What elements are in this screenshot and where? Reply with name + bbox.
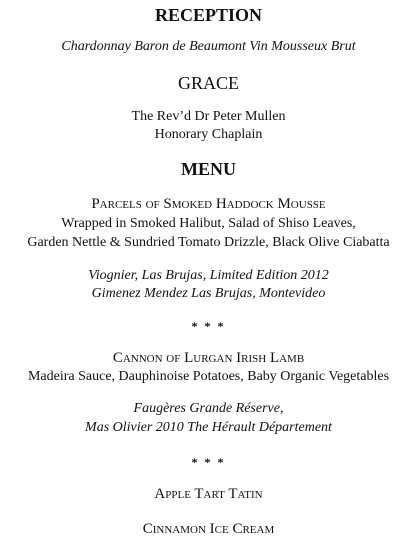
menu-heading: MENU (181, 159, 236, 179)
grace-heading: GRACE (177, 73, 239, 93)
course-separator: * * * (191, 455, 226, 469)
course-description-main: Madeira Sauce, Dauphinoise Potatoes, Baby Organic Vegetables (27, 369, 390, 384)
wine-pairing-starter-line2: Gimenez Mendez Las Brujas, Montevideo (91, 286, 326, 301)
wine-pairing-main-line2: Mas Olivier 2010 The Hérault Département (85, 420, 332, 435)
course-description-starter-line2: Garden Nettle & Sundried Tomato Drizzle, Black Olive Ciabatta (27, 235, 390, 250)
course-title-starter: Parcels of Smoked Haddock Mousse (91, 196, 326, 212)
course-title-ice-cream: Cinnamon Ice Cream (142, 521, 275, 537)
reception-heading: RECEPTION (154, 5, 262, 25)
course-title-dessert: Apple Tart Tatin (154, 486, 263, 502)
chaplain-name: The Rev’d Dr Peter Mullen (131, 109, 286, 124)
wine-pairing-main-line1: Faugères Grande Réserve, (133, 401, 284, 416)
course-title-main: Cannon of Lurgan Irish Lamb (112, 350, 305, 366)
course-separator: * * * (191, 319, 226, 333)
course-description-starter-line1: Wrapped in Smoked Halibut, Salad of Shiso Leaves, (61, 216, 356, 231)
chaplain-title: Honorary Chaplain (154, 127, 263, 142)
reception-wine: Chardonnay Baron de Beaumont Vin Mousseux Brut (61, 39, 356, 54)
wine-pairing-starter-line1: Viognier, Las Brujas, Limited Edition 2012 (88, 268, 329, 283)
